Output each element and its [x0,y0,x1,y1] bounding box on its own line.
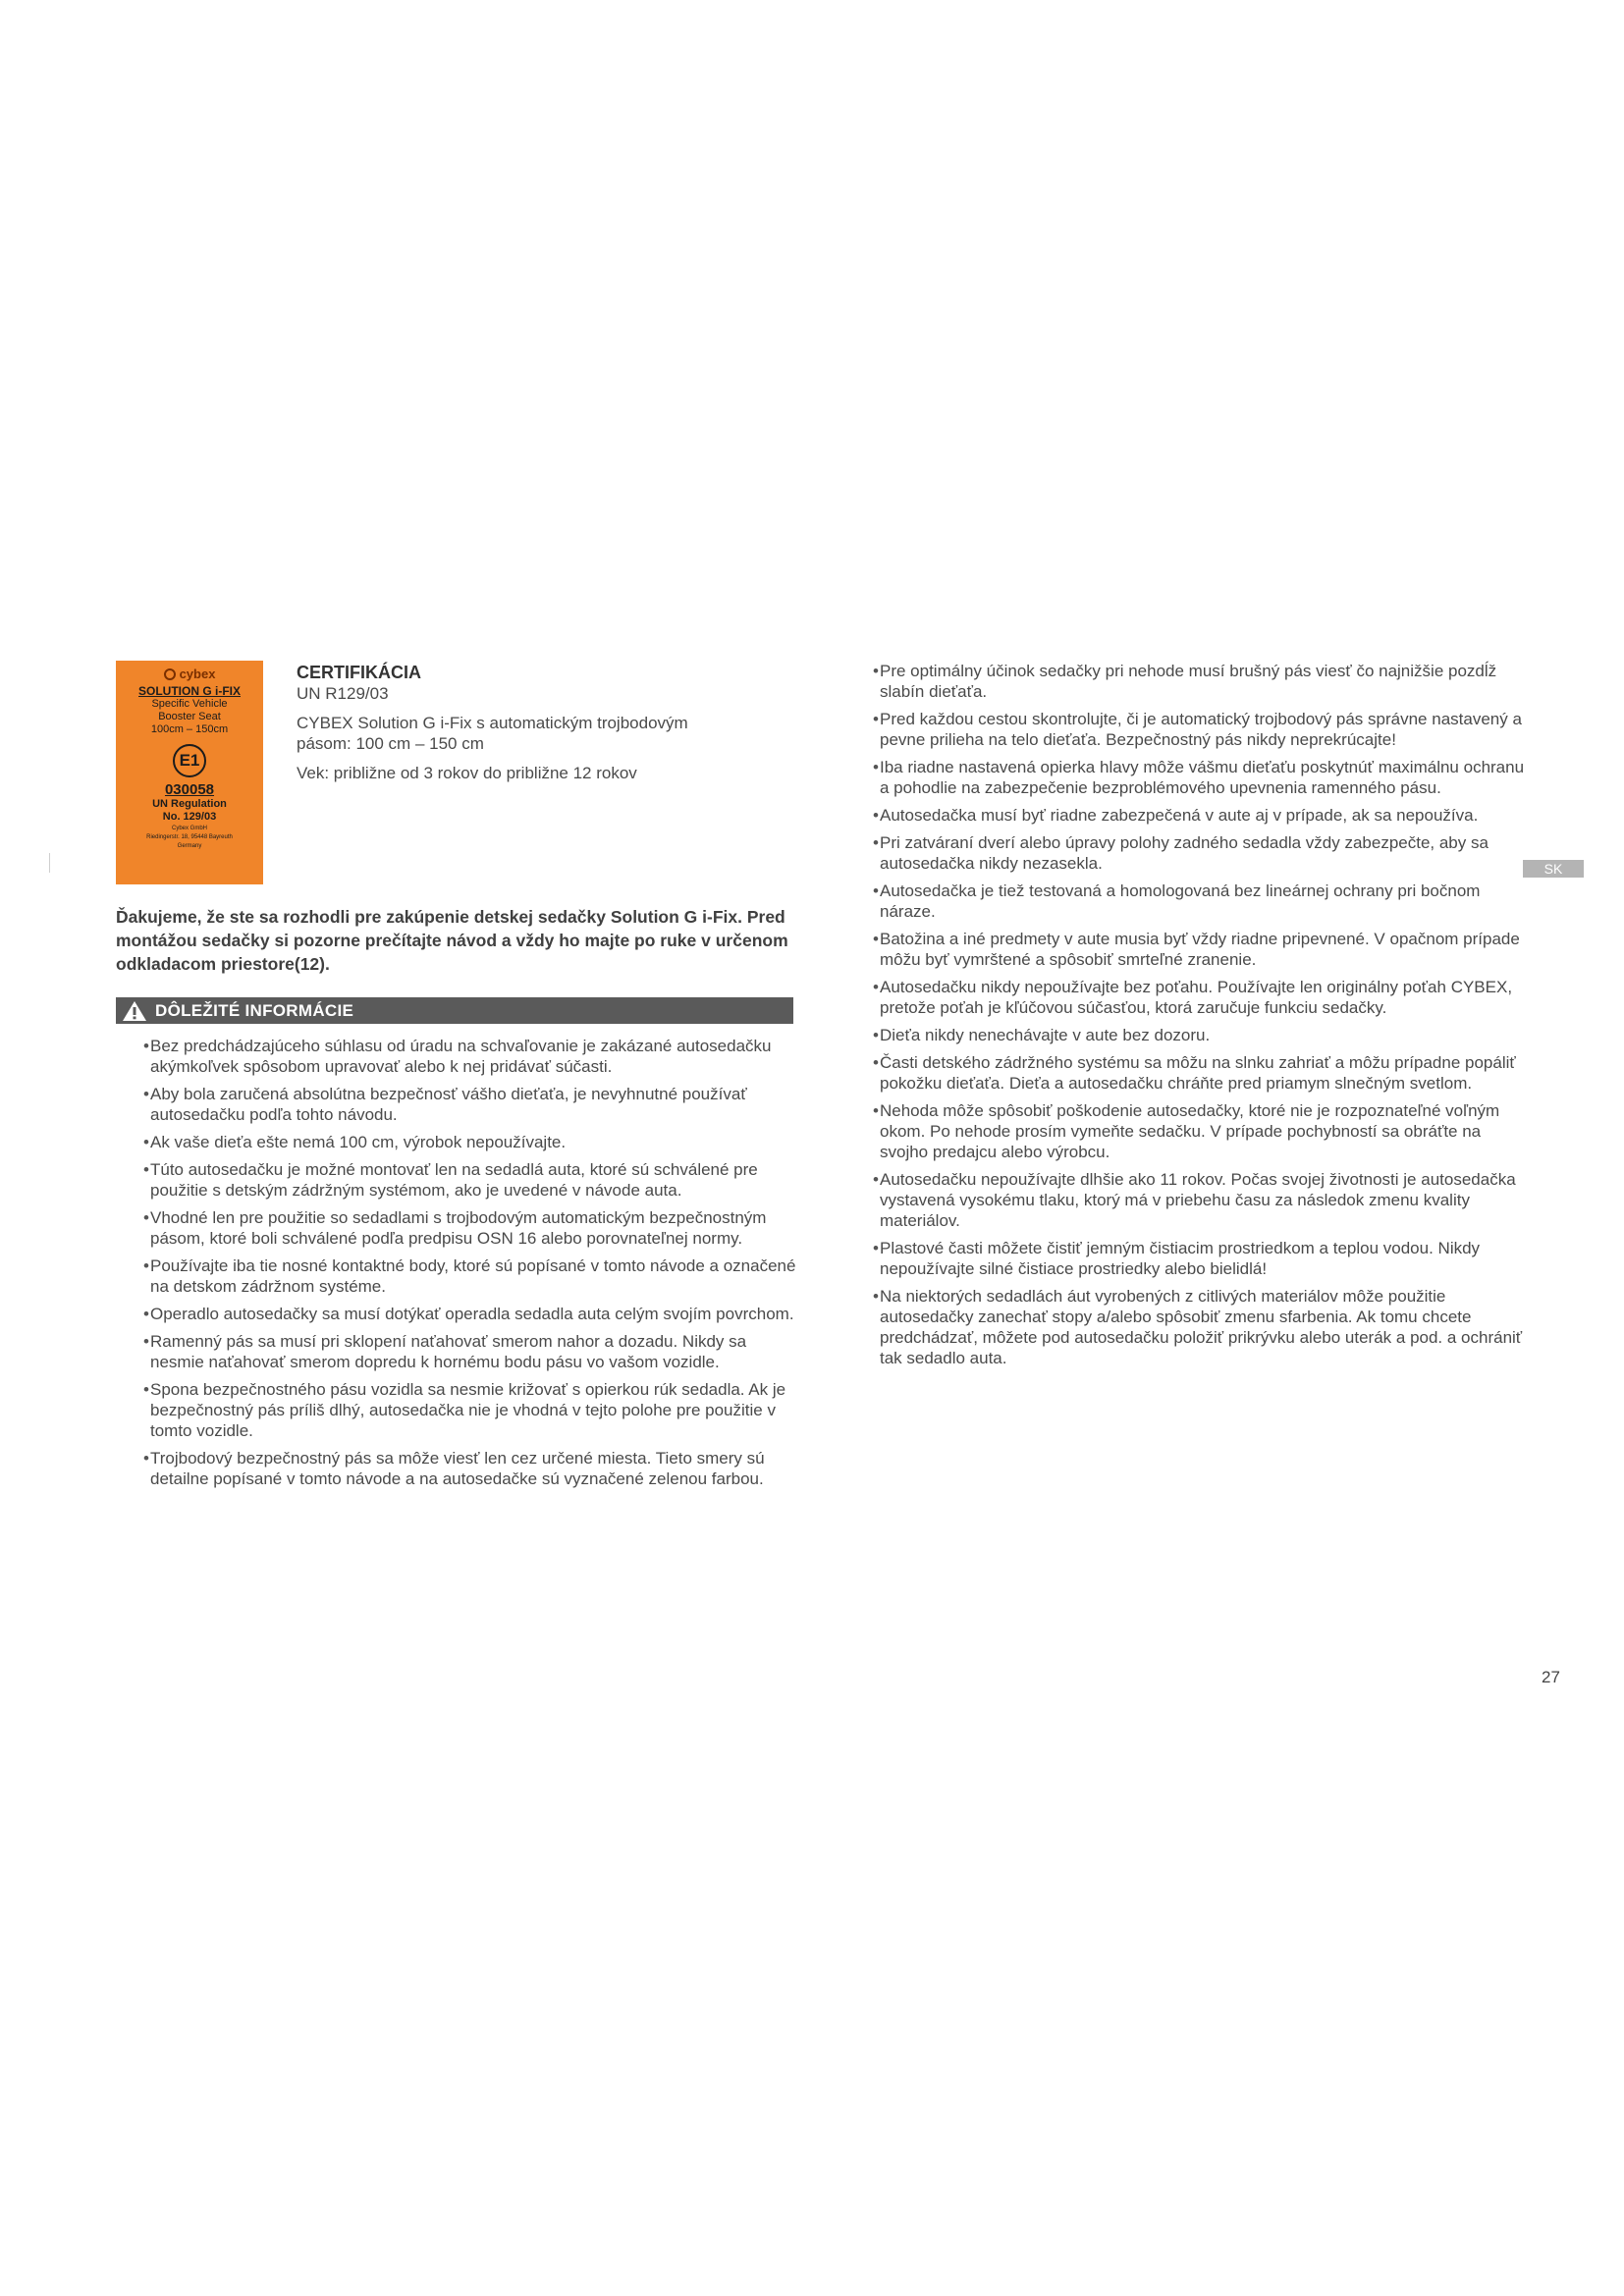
list-item-text: Autosedačku nikdy nepoužívajte bez poťahu. Používajte len originálny poťah CYBEX, pretože poťah je kľúčovou súčasťou, ktorá zaručuje funkciu sedačky. [880,978,1513,1017]
list-item [873,709,1532,750]
bullet-icon: • [143,1256,149,1275]
list-item [873,1100,1532,1162]
page-number: 27 [1542,1668,1560,1686]
bullet-icon: • [143,1449,149,1468]
list-item [873,757,1532,798]
list-item [873,1169,1532,1231]
cybex-logo-icon [164,668,176,680]
right-instructions-list [873,661,1532,1375]
bullet-icon: • [873,806,879,825]
list-item-text: Spona bezpečnostného pásu vozidla sa nesmie križovať s opierkou rúk sedadla. Ak je bezpečnostný pás príliš dlhý, autosedačka nie je vhodná v tejto polohe pre použitie v tomto vozidle. [150,1380,786,1440]
list-item-text: Iba riadne nastavená opierka hlavy môže vášmu dieťaťu poskytnúť maximálnu ochranu a pohodlie na zabezpečenie bezproblémového upevnenia ramenného pásu. [880,758,1525,797]
list-item-text: Ramenný pás sa musí pri sklopení naťahovať smerom nahor a dozadu. Nikdy sa nesmie naťahovať smerom dopredu k hornému bodu pásu vo vašom vozidle. [150,1332,747,1371]
list-item-text: Batožina a iné predmety v aute musia byť vždy riadne pripevnené. V opačnom prípade môžu byť vymrštené a spôsobiť smrteľné zranenie. [880,930,1520,969]
bullet-icon: • [873,1101,879,1120]
label-line-1: Specific Vehicle [151,698,228,710]
label-regulation-2: No. 129/03 [162,811,217,823]
list-item-text: Pri zatváraní dverí alebo úpravy polohy zadného sedadla vždy zabezpečte, aby sa autosedačka nikdy nezasekla. [880,833,1489,873]
important-heading-bar [116,997,793,1024]
important-heading: DÔLEŽITÉ INFORMÁCIE [155,1000,354,1020]
bullet-icon: • [873,710,879,728]
certification-standard: UN R129/03 [297,684,389,703]
bullet-icon: • [873,930,879,948]
bullet-icon: • [873,662,879,680]
list-item [873,1286,1532,1368]
bullet-icon: • [873,758,879,776]
list-item-text: Pre optimálny účinok sedačky pri nehode musí brušný pás viesť čo najnižšie pozdĺž slabín dieťaťa. [880,662,1497,701]
list-item-text: Operadlo autosedačky sa musí dotýkať operadla sedadla auta celým svojím povrchom. [150,1305,794,1323]
list-item-text: Používajte iba tie nosné kontaktné body, ktoré sú popísané v tomto návode a označené na detskom zádržnom systéme. [150,1256,796,1296]
bullet-icon: • [873,978,879,996]
bullet-icon: • [873,1170,879,1189]
bullet-icon: • [873,1053,879,1072]
certification-product-1: CYBEX Solution G i-Fix s automatickým trojbodovým [297,714,688,732]
brand-name: cybex [179,667,216,681]
certification-title: CERTIFIKÁCIA [297,663,421,682]
e-mark-icon: E1 [173,744,206,777]
bullet-icon: • [873,1239,879,1257]
label-maker-3: Germany [177,843,202,849]
bullet-icon: • [143,1085,149,1103]
certification-block [297,663,846,783]
approval-label-image [116,661,263,884]
certification-age: Vek: približne od 3 rokov do približne 12 rokov [297,764,637,782]
bullet-icon: • [143,1380,149,1399]
list-item [873,1052,1532,1094]
thank-you-intro: Ďakujeme, že ste sa rozhodli pre zakúpenie detskej sedačky Solution G i-Fix. Pred montážou sedačky si pozorne prečítajte návod a vždy ho majte po ruke v určenom odkladacom priestore(12). [116,907,788,974]
list-item-text: Autosedačka je tiež testovaná a homologovaná bez lineárnej ochrany pri bočnom náraze. [880,881,1481,921]
bullet-icon: • [143,1208,149,1227]
bullet-icon: • [873,881,879,900]
list-item [143,1207,798,1249]
list-item [143,1255,798,1297]
bullet-icon: • [873,1026,879,1044]
bullet-icon: • [143,1305,149,1323]
bullet-icon: • [143,1332,149,1351]
bullet-icon: • [873,833,879,852]
bullet-icon: • [873,1287,879,1306]
language-tab: SK [1523,860,1584,878]
label-size: 100cm – 150cm [150,723,229,735]
bullet-icon: • [143,1133,149,1151]
list-item [143,1084,798,1125]
list-item [873,1025,1532,1045]
list-item-text: Autosedačku nepoužívajte dlhšie ako 11 rokov. Počas svojej životnosti je autosedačka vystavená vysokému tlaku, ktorý má v priebehu času za následok zmenu kvality materiálov. [880,1170,1516,1230]
list-item [873,1238,1532,1279]
list-item [873,881,1532,922]
margin-mark [49,853,50,873]
list-item [873,832,1532,874]
list-item [143,1448,798,1489]
label-regulation-1: UN Regulation [152,798,227,810]
list-item [873,929,1532,970]
bullet-icon: • [143,1037,149,1055]
warning-icon [122,1000,147,1022]
list-item-text: Autosedačka musí byť riadne zabezpečená v aute aj v prípade, ak sa nepoužíva. [880,806,1479,825]
list-item-text: Plastové časti môžete čistiť jemným čistiacim prostriedkom a teplou vodou. Nikdy nepoužívajte silné čistiace prostriedky alebo bielidlá! [880,1239,1481,1278]
list-item-text: Nehoda môže spôsobiť poškodenie autosedačky, ktoré nie je rozpoznateľné voľným okom. Po nehode prosím vymeňte sedačku. V prípade pochybností sa obráťte na svojho predajcu alebo výrobcu. [880,1101,1500,1161]
label-line-2: Booster Seat [158,711,221,722]
label-maker-1: Cybex GmbH [171,826,207,831]
list-item-text: Dieťa nikdy nenechávajte v aute bez dozoru. [880,1026,1211,1044]
list-item-text: Časti detského zádržného systému sa môžu na slnku zahriať a môžu prípadne popáliť pokožku dieťaťa. Dieťa a autosedačku chráňte pred priamym slnečným svetlom. [880,1053,1516,1093]
list-item-text: Na niektorých sedadlách áut vyrobených z citlivých materiálov môže použitie autosedačky zanechať stopy a/alebo spôsobiť zmenu sfarbenia. Ak tomu chcete predchádzať, môžete pod autosedačku položiť prikrývku alebo uterák a pod. a ochrániť tak sedadlo auta. [880,1287,1523,1367]
list-item [143,1132,798,1152]
label-maker-2: Riedingerstr. 18, 95448 Bayreuth [146,834,233,840]
list-item-text: Bez predchádzajúceho súhlasu od úradu na schvaľovanie je zakázané autosedačku akýmkoľvek spôsobom upravovať alebo k nej pridávať súčasti. [150,1037,772,1076]
list-item-text: Ak vaše dieťa ešte nemá 100 cm, výrobok nepoužívajte. [150,1133,567,1151]
list-item-text: Trojbodový bezpečnostný pás sa môže viesť len cez určené miesta. Tieto smery sú detailne popísané v tomto návode a na autosedačke sú vyznačené zelenou farbou. [150,1449,765,1488]
list-item [143,1331,798,1372]
list-item [143,1036,798,1077]
list-item-text: Túto autosedačku je možné montovať len na sedadlá auta, ktoré sú schválené pre použitie s detským zádržným systémom, ako je uvedené v návode auta. [150,1160,758,1200]
list-item [873,805,1532,826]
list-item-text: Vhodné len pre použitie so sedadlami s trojbodovým automatickým bezpečnostným pásom, ktoré boli schválené podľa predpisu OSN 16 alebo porovnateľnej normy. [150,1208,767,1248]
label-product: SOLUTION G i-FIX [138,684,241,698]
list-item [873,661,1532,702]
list-item-text: Pred každou cestou skontrolujte, či je automatický trojbodový pás správne nastavený a pevne prilieha na telo dieťaťa. Bezpečnostný pás nikdy neprekrúcajte! [880,710,1522,749]
list-item [143,1379,798,1441]
list-item [143,1159,798,1201]
list-item [143,1304,798,1324]
left-instructions-list [143,1036,798,1496]
certification-product-2: pásom: 100 cm – 150 cm [297,734,484,753]
label-approval-number: 030058 [164,781,215,798]
list-item [873,977,1532,1018]
bullet-icon: • [143,1160,149,1179]
list-item-text: Aby bola zaručená absolútna bezpečnosť vášho dieťaťa, je nevyhnutné používať autosedačku podľa tohto návodu. [150,1085,747,1124]
brand-logo [116,667,263,681]
